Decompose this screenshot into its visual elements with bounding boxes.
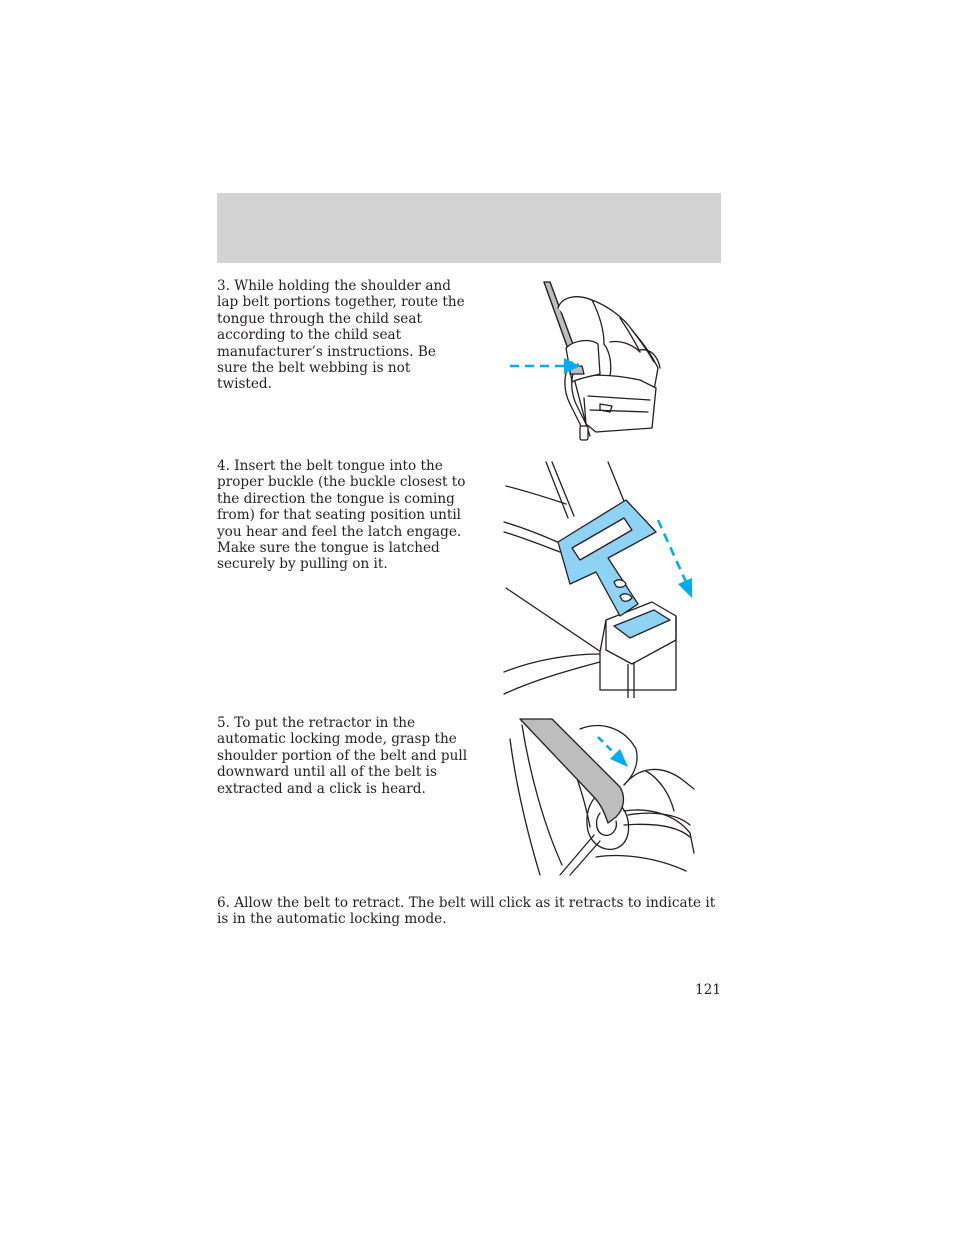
section-header-band (217, 193, 721, 263)
step-4-text: 4. Insert the belt tongue into the proper buckle (the buckle closest to the direction the tongue is coming from) for that seating position until you hear and feel the latch engage. Make sure the tongue is latched securely by pulling on it. (217, 458, 466, 573)
child-seat-routing-illustration (500, 278, 670, 444)
buckle-tongue-illustration (500, 458, 700, 700)
page-number: 121 (695, 982, 721, 998)
step-5-text: 5. To put the retractor in the automatic locking mode, grasp the shoulder portion of the belt and pull downward until all of the belt is extracted and a click is heard. (217, 715, 468, 797)
retractor-pull-illustration (500, 715, 700, 881)
step-6-text: 6. Allow the belt to retract. The belt will click as it retracts to indicate it is in the automatic locking mode. (217, 895, 716, 928)
step-3-text: 3. While holding the shoulder and lap belt portions together, route the tongue through the child seat according to the child seat manufacturer’s instructions. Be sure the belt webbing is not twisted. (217, 278, 465, 393)
